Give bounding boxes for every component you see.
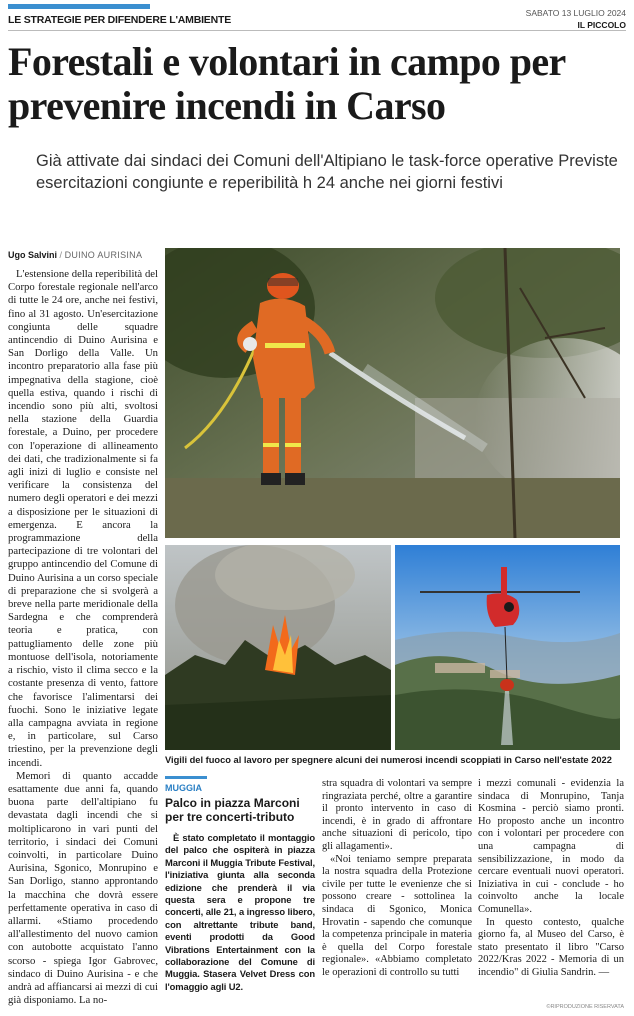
sidebar-title: Palco in piazza Marconi per tre concerti-tributo	[165, 796, 300, 824]
subheadline: Già attivate dai sindaci dei Comuni dell'Altipiano le task-force operative Previste esercitazioni congiunte e reperibilità h 24 anche nei giorni festivi	[36, 152, 618, 192]
copyright-notice: ©RIPRODUZIONE RISERVATA	[546, 1004, 624, 1010]
photo-caption: Vigili del fuoco al lavoro per spegnere alcuni dei numerosi incendi scoppiati in Carso nell'estate 2022	[165, 755, 612, 765]
issue-date: SABATO 13 LUGLIO 2024	[525, 8, 626, 18]
header-rule	[8, 30, 626, 31]
article-column-middle	[322, 778, 472, 980]
paragraph: Memori di quanto accadde esattamente due anni fa, quando buona parte dell'altipiano fu devastata dagli incendi che si moltiplicarono in vari punti del territorio, i sindaci dei Comuni coinvolti, in particolare Duino Aurisina, Sgonico, Monrupino e San Dorligo, stanno approntando la macchina che dovrà essere perfettamente operativa in caso di allarmi. «Stiamo procedendo all'allestimento del nuovo camion con autobotte acquistato l'anno scorso - spiega Igor Gabrovec, sindaco di Duino Aurisina - e che andrà ad affiancarsi ai mezzi di cui già disponiamo. La no-	[8, 769, 158, 1007]
photo-forest-fire	[165, 545, 391, 750]
byline	[8, 250, 142, 260]
section-accent-bar	[8, 4, 150, 9]
paragraph: In questo contesto, qualche giorno fa, al Museo del Carso, è stato presentato il libro "Carso 2022/Kras 2022 - Memoria di un incendio" di Giulia Sandrin. —	[478, 916, 624, 978]
paragraph: È stato completato il montaggio del palco che ospiterà in piazza Marconi il Muggia Tribute Festival, l'iniziativa giunta alla seconda edizione che prenderà il via questa sera e propone tre concerti, alle 21, a ingresso libero, con altrettante tribute band, eventi prodotti da Good Vibrations Entertainment con la collaborazione del Comune di Muggia. Stasera Velvet Dress con l'omaggio agli U2.	[165, 832, 315, 992]
article-column-right	[478, 778, 624, 980]
section-label: LE STRATEGIE PER DIFENDERE L'AMBIENTE	[8, 14, 232, 26]
photo-firefighter	[165, 248, 620, 538]
author-name: Ugo Salvini	[8, 250, 58, 260]
sidebar-text	[165, 832, 315, 993]
photo-helicopter	[395, 545, 620, 750]
paragraph: stra squadra di volontari va sempre ringraziata perché, oltre a garantire il pronto intervento in caso di incendi, è in grado di affrontare anche situazioni di pericolo, tipo gli allagamenti».	[322, 778, 472, 852]
paragraph: i mezzi comunali - evidenzia la sindaca di Monrupino, Tanja Kosmina - perciò siamo pronti. Ho proposto anche un incontro con i volontari per procedere con una campagna di sensibilizzazione, in modo da cercare eventuali nuovi operatori. Iniziativa in cui - conclude - ho coinvolto anche la locale Comunella».	[478, 778, 624, 915]
paragraph: L'estensione della reperibilità del Corpo forestale regionale nell'arco di tutte le 24 ore, anche nei festivi, fino al 31 agosto. Un'esercitazione congiunta delle squadre antincendio di Duino Aurisina e San Dorligo della Valle. Un incontro preparatorio alla fase più impegnativa della stagione, cioè quella estiva, quando i rischi di incendio sono più alti, svoltosi nella stazione della Guardia forestale, a Duino, per procedere con l'operazione di allineamento dei dati, che tradizionalmente si fa agli inizi di luglio e consiste nel verificare la consistenza del numero degli operatori e dei mezzi a disposizione per le situazioni di emergenza. E ancora la programmazione della partecipazione di tre volontari del gruppo antincendio del Comune di Duino Aurisina a un corso speciale di preparazione che si svolgerà a breve nella parte meridionale della Sardegna e che comprenderà teoria e pratica, con pattugliamento delle zone più montuose dell'isola, notoriamente a rischio, visto il clima secco e la costante presenza di vento, fattore che favorisce l'alimentarsi dei fuochi. Sono le iniziative legate alla campagna avviata in regione e, in particolare, sul Carso triestino, per la prevenzione degli incendi.	[8, 268, 158, 769]
sidebar-accent-bar	[165, 776, 207, 779]
dateline-place: DUINO AURISINA	[64, 250, 143, 260]
byline-separator: /	[59, 250, 63, 260]
paragraph: «Noi teniamo sempre preparata la nostra squadra della Protezione civile per tutte le evenienze che si possono creare - sottolinea la sindaca di Sgonico, Monica Hrovatin - sapendo che comunque la competenza principale in materia è quella del Corpo forestale regionale». «Abbiamo completato le operazioni di controllo su tutti	[322, 853, 472, 978]
article-column-left	[8, 268, 158, 1007]
sidebar-kicker: MUGGIA	[165, 783, 202, 793]
newspaper-name: IL PICCOLO	[577, 20, 626, 30]
headline: Forestali e volontari in campo per prevenire incendi in Carso	[8, 39, 565, 128]
